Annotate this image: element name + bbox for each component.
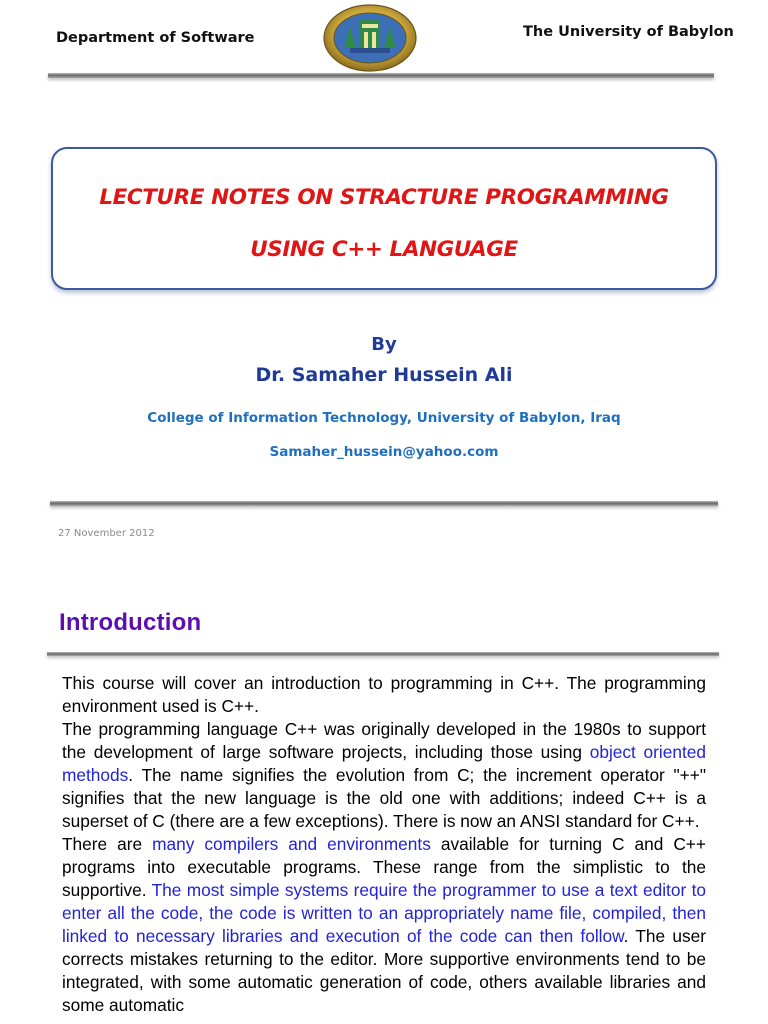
by-label: By xyxy=(371,334,397,355)
intro-p2-text-b: . The name signifies the evolution from C; the increment operator "++" signifies that the new language is the old one with additions; indeed C++ is a superset of C (there are a few exceptions). There is now an ANSI standard for C++. xyxy=(62,765,706,831)
simple-systems-link[interactable]: The most simple systems require the programmer to use a text editor to enter all the code, the code is written to an appropriately name file, compiled, then linked to necessary libraries and execution of the code can then follow xyxy=(62,880,706,946)
author-name: Dr. Samaher Hussein Ali xyxy=(255,364,513,386)
title-box xyxy=(51,147,717,290)
introduction-body xyxy=(62,672,706,1017)
title-line-1: LECTURE NOTES ON STRACTURE PROGRAMMING xyxy=(99,185,669,210)
intro-paragraph-3 xyxy=(62,833,706,1017)
introduction-heading: Introduction xyxy=(59,609,202,636)
intro-p3-text-a: There are xyxy=(62,834,153,854)
intro-p2-text-a: The programming language C++ was originally developed in the 1980s to support the development of large software projects, including those using xyxy=(62,719,706,762)
compilers-and-environments-link[interactable]: many compilers and environments xyxy=(152,834,431,854)
intro-p3-text-b: available for turning C and C++ programs into executable programs. These range from the simplistic to the supportive. xyxy=(62,834,706,900)
intro-paragraph-2 xyxy=(62,718,706,833)
title-line-2: USING C++ LANGUAGE xyxy=(250,237,518,262)
introduction-divider xyxy=(47,652,719,656)
intro-paragraph-1: This course will cover an introduction to programming in C++. The programming environment used is C++. xyxy=(62,673,706,716)
header-divider xyxy=(48,73,714,78)
title-page-divider xyxy=(50,501,718,506)
author-email[interactable]: Samaher_hussein@yahoo.com xyxy=(269,444,499,460)
intro-p3-text-c: . The user corrects mistakes returning to the editor. More supportive environments tend to be integrated, with some automatic generation of code, others available libraries and some automatic xyxy=(62,926,706,1015)
university-seal-icon xyxy=(322,4,418,74)
author-affiliation: College of Information Technology, University of Babylon, Iraq xyxy=(147,410,621,426)
object-oriented-methods-link[interactable]: object oriented methods xyxy=(62,742,707,785)
date-label: 27 November 2012 xyxy=(58,528,155,539)
header-university: The University of Babylon xyxy=(523,24,734,40)
header-department: Department of Software xyxy=(56,30,255,46)
